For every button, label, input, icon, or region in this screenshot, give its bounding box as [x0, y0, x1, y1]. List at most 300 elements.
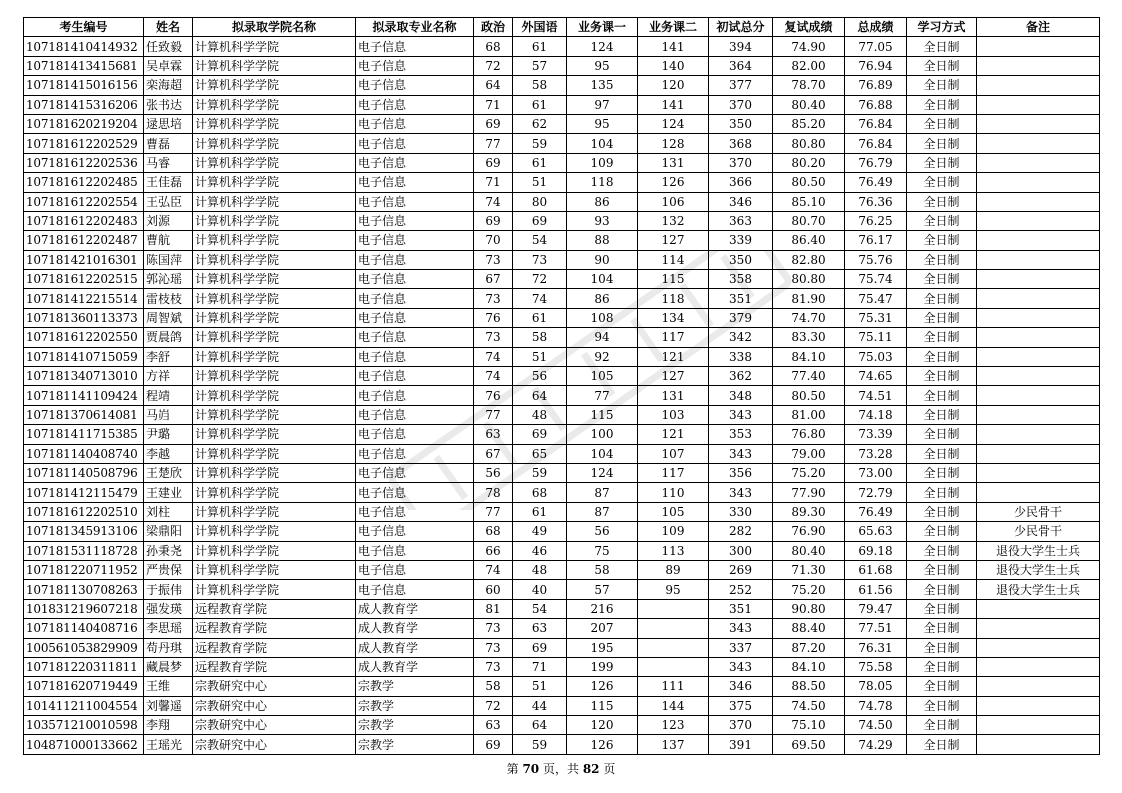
cell-remarks: [977, 716, 1100, 735]
cell-remarks: [977, 211, 1100, 230]
cell-retest-score: 80.70: [773, 211, 845, 230]
cell-retest-score: 69.50: [773, 735, 845, 754]
cell-foreign-language: 57: [513, 56, 567, 75]
cell-course-two: 120: [638, 76, 709, 95]
cell-retest-score: 88.50: [773, 677, 845, 696]
table-row: [24, 522, 1100, 541]
cell-course-two: 131: [638, 153, 709, 172]
cell-retest-score: 81.00: [773, 405, 845, 424]
table-row: [24, 308, 1100, 327]
cell-course-one: 135: [567, 76, 638, 95]
cell-initial-total: 343: [709, 483, 773, 502]
cell-retest-score: 85.10: [773, 192, 845, 211]
cell-politics: 73: [474, 289, 513, 308]
cell-remarks: [977, 37, 1100, 56]
cell-initial-total: 348: [709, 386, 773, 405]
cell-course-one: 195: [567, 638, 638, 657]
table-row: [24, 250, 1100, 269]
cell-remarks: [977, 56, 1100, 75]
cell-initial-total: 343: [709, 444, 773, 463]
cell-initial-total: 364: [709, 56, 773, 75]
cell-course-one: 115: [567, 696, 638, 715]
cell-foreign-language: 40: [513, 580, 567, 599]
cell-course-one: 115: [567, 405, 638, 424]
cell-college: 计算机科学学院: [193, 386, 356, 405]
cell-major: 电子信息: [356, 289, 474, 308]
cell-initial-total: 330: [709, 502, 773, 521]
cell-course-two: 137: [638, 735, 709, 754]
cell-retest-score: 90.80: [773, 599, 845, 618]
cell-retest-score: 78.70: [773, 76, 845, 95]
cell-retest-score: 75.20: [773, 463, 845, 482]
cell-course-one: 108: [567, 308, 638, 327]
cell-foreign-language: 48: [513, 405, 567, 424]
table-row: [24, 541, 1100, 560]
cell-college: 远程教育学院: [193, 638, 356, 657]
cell-retest-score: 83.30: [773, 328, 845, 347]
cell-study-mode: 全日制: [907, 308, 977, 327]
cell-foreign-language: 64: [513, 716, 567, 735]
cell-study-mode: 全日制: [907, 677, 977, 696]
table-row: [24, 231, 1100, 250]
cell-study-mode: 全日制: [907, 192, 977, 211]
table-row: [24, 735, 1100, 754]
cell-remarks: [977, 638, 1100, 657]
cell-remarks: [977, 76, 1100, 95]
cell-total-score: 76.88: [845, 95, 907, 114]
cell-course-two: 95: [638, 580, 709, 599]
col-header-foreign-language: 外国语: [513, 18, 567, 37]
cell-course-one: 92: [567, 347, 638, 366]
cell-exam-id: 107181140408740: [24, 444, 144, 463]
cell-retest-score: 87.20: [773, 638, 845, 657]
cell-exam-id: 107181421016301: [24, 250, 144, 269]
cell-name: 严贵保: [144, 560, 193, 579]
cell-retest-score: 89.30: [773, 502, 845, 521]
cell-course-one: 87: [567, 483, 638, 502]
cell-college: 计算机科学学院: [193, 425, 356, 444]
cell-course-two: 118: [638, 289, 709, 308]
cell-major: 电子信息: [356, 560, 474, 579]
cell-exam-id: 107181612202529: [24, 134, 144, 153]
cell-course-one: 90: [567, 250, 638, 269]
cell-foreign-language: 58: [513, 328, 567, 347]
table-row: [24, 192, 1100, 211]
cell-major: 电子信息: [356, 347, 474, 366]
cell-retest-score: 80.80: [773, 134, 845, 153]
cell-remarks: [977, 231, 1100, 250]
cell-initial-total: 350: [709, 250, 773, 269]
cell-remarks: [977, 386, 1100, 405]
cell-name: 刘馨遥: [144, 696, 193, 715]
cell-name: 栾海超: [144, 76, 193, 95]
cell-politics: 74: [474, 367, 513, 386]
cell-course-one: 86: [567, 192, 638, 211]
cell-course-two: 117: [638, 463, 709, 482]
cell-study-mode: 全日制: [907, 405, 977, 424]
table-row: [24, 367, 1100, 386]
cell-initial-total: 339: [709, 231, 773, 250]
cell-remarks: [977, 114, 1100, 133]
cell-exam-id: 107181411715385: [24, 425, 144, 444]
cell-course-two: 106: [638, 192, 709, 211]
cell-exam-id: 107181220711952: [24, 560, 144, 579]
cell-politics: 78: [474, 483, 513, 502]
cell-course-two: 144: [638, 696, 709, 715]
cell-exam-id: 107181413415681: [24, 56, 144, 75]
cell-name: 程靖: [144, 386, 193, 405]
cell-exam-id: 107181360113373: [24, 308, 144, 327]
cell-study-mode: 全日制: [907, 560, 977, 579]
cell-study-mode: 全日制: [907, 580, 977, 599]
cell-name: 郭沁瑶: [144, 270, 193, 289]
cell-initial-total: 337: [709, 638, 773, 657]
cell-retest-score: 80.40: [773, 95, 845, 114]
footer-total-pages: 82: [582, 762, 600, 776]
cell-course-two: 121: [638, 425, 709, 444]
cell-college: 计算机科学学院: [193, 483, 356, 502]
cell-total-score: 73.28: [845, 444, 907, 463]
cell-initial-total: 343: [709, 405, 773, 424]
cell-study-mode: 全日制: [907, 463, 977, 482]
cell-politics: 73: [474, 250, 513, 269]
cell-retest-score: 75.10: [773, 716, 845, 735]
cell-initial-total: 269: [709, 560, 773, 579]
cell-name: 吴卓霖: [144, 56, 193, 75]
cell-course-one: 126: [567, 735, 638, 754]
cell-major: 电子信息: [356, 386, 474, 405]
cell-study-mode: 全日制: [907, 328, 977, 347]
table-row: [24, 677, 1100, 696]
cell-politics: 70: [474, 231, 513, 250]
table-row: [24, 56, 1100, 75]
cell-course-one: 120: [567, 716, 638, 735]
cell-retest-score: 74.50: [773, 696, 845, 715]
cell-total-score: 61.56: [845, 580, 907, 599]
cell-college: 计算机科学学院: [193, 347, 356, 366]
cell-foreign-language: 80: [513, 192, 567, 211]
table-row: [24, 211, 1100, 230]
cell-initial-total: 370: [709, 153, 773, 172]
cell-course-one: 126: [567, 677, 638, 696]
cell-politics: 68: [474, 37, 513, 56]
cell-foreign-language: 59: [513, 463, 567, 482]
cell-foreign-language: 54: [513, 599, 567, 618]
cell-foreign-language: 61: [513, 153, 567, 172]
cell-study-mode: 全日制: [907, 114, 977, 133]
cell-exam-id: 107181612202550: [24, 328, 144, 347]
cell-total-score: 76.94: [845, 56, 907, 75]
cell-name: 刘源: [144, 211, 193, 230]
cell-college: 宗教研究中心: [193, 716, 356, 735]
cell-study-mode: 全日制: [907, 270, 977, 289]
cell-total-score: 76.84: [845, 114, 907, 133]
cell-major: 电子信息: [356, 134, 474, 153]
cell-major: 电子信息: [356, 502, 474, 521]
cell-study-mode: 全日制: [907, 347, 977, 366]
cell-foreign-language: 74: [513, 289, 567, 308]
table-header-row: [24, 18, 1100, 37]
cell-course-two: 134: [638, 308, 709, 327]
cell-course-two: 124: [638, 114, 709, 133]
cell-exam-id: 107181220311811: [24, 657, 144, 676]
cell-college: 计算机科学学院: [193, 37, 356, 56]
cell-initial-total: 346: [709, 677, 773, 696]
cell-exam-id: 107181612202487: [24, 231, 144, 250]
cell-remarks: [977, 328, 1100, 347]
cell-remarks: [977, 95, 1100, 114]
cell-total-score: 76.36: [845, 192, 907, 211]
cell-name: 李思瑶: [144, 619, 193, 638]
cell-politics: 73: [474, 328, 513, 347]
table-row: [24, 560, 1100, 579]
cell-retest-score: 85.20: [773, 114, 845, 133]
cell-politics: 66: [474, 541, 513, 560]
col-header-retest-score: 复试成绩: [773, 18, 845, 37]
cell-name: 马睿: [144, 153, 193, 172]
cell-foreign-language: 73: [513, 250, 567, 269]
cell-foreign-language: 62: [513, 114, 567, 133]
cell-study-mode: 全日制: [907, 134, 977, 153]
cell-exam-id: 107181612202485: [24, 173, 144, 192]
cell-foreign-language: 69: [513, 425, 567, 444]
footer-prefix: 第: [506, 762, 519, 776]
cell-study-mode: 全日制: [907, 716, 977, 735]
cell-college: 计算机科学学院: [193, 76, 356, 95]
cell-remarks: 退役大学生士兵: [977, 560, 1100, 579]
cell-college: 远程教育学院: [193, 619, 356, 638]
cell-total-score: 76.31: [845, 638, 907, 657]
footer-suffix: 页: [603, 762, 616, 776]
cell-major: 宗教学: [356, 735, 474, 754]
cell-retest-score: 76.90: [773, 522, 845, 541]
cell-foreign-language: 61: [513, 95, 567, 114]
cell-name: 逯思培: [144, 114, 193, 133]
cell-study-mode: 全日制: [907, 95, 977, 114]
cell-remarks: [977, 657, 1100, 676]
table-row: [24, 580, 1100, 599]
cell-total-score: 76.25: [845, 211, 907, 230]
cell-remarks: 少民骨干: [977, 502, 1100, 521]
cell-retest-score: 84.10: [773, 347, 845, 366]
cell-initial-total: 351: [709, 599, 773, 618]
cell-college: 远程教育学院: [193, 657, 356, 676]
cell-total-score: 74.65: [845, 367, 907, 386]
cell-major: 电子信息: [356, 114, 474, 133]
cell-politics: 77: [474, 134, 513, 153]
cell-major: 电子信息: [356, 405, 474, 424]
cell-initial-total: 350: [709, 114, 773, 133]
cell-course-one: 86: [567, 289, 638, 308]
cell-exam-id: 101411211004554: [24, 696, 144, 715]
cell-course-two: 117: [638, 328, 709, 347]
cell-major: 电子信息: [356, 231, 474, 250]
cell-college: 计算机科学学院: [193, 502, 356, 521]
cell-politics: 71: [474, 173, 513, 192]
footer-page-number: 70: [522, 762, 540, 776]
cell-remarks: [977, 250, 1100, 269]
cell-college: 计算机科学学院: [193, 289, 356, 308]
cell-remarks: [977, 134, 1100, 153]
table-row: [24, 716, 1100, 735]
cell-exam-id: 107181130708263: [24, 580, 144, 599]
cell-foreign-language: 49: [513, 522, 567, 541]
cell-exam-id: 103571210010598: [24, 716, 144, 735]
cell-course-one: 77: [567, 386, 638, 405]
cell-initial-total: 363: [709, 211, 773, 230]
cell-politics: 67: [474, 444, 513, 463]
cell-course-one: 75: [567, 541, 638, 560]
cell-major: 成人教育学: [356, 619, 474, 638]
cell-name: 曹磊: [144, 134, 193, 153]
cell-foreign-language: 51: [513, 677, 567, 696]
cell-name: 方祥: [144, 367, 193, 386]
cell-course-one: 93: [567, 211, 638, 230]
cell-major: 成人教育学: [356, 657, 474, 676]
cell-name: 陈国萍: [144, 250, 193, 269]
col-header-course-one: 业务课一: [567, 18, 638, 37]
cell-major: 电子信息: [356, 76, 474, 95]
cell-remarks: [977, 270, 1100, 289]
cell-foreign-language: 46: [513, 541, 567, 560]
cell-course-one: 124: [567, 37, 638, 56]
table-row: [24, 289, 1100, 308]
cell-total-score: 74.51: [845, 386, 907, 405]
cell-politics: 69: [474, 114, 513, 133]
cell-initial-total: 379: [709, 308, 773, 327]
cell-course-one: 124: [567, 463, 638, 482]
cell-course-one: 100: [567, 425, 638, 444]
cell-course-one: 104: [567, 444, 638, 463]
cell-politics: 76: [474, 386, 513, 405]
cell-name: 尹璐: [144, 425, 193, 444]
cell-course-one: 95: [567, 56, 638, 75]
cell-remarks: [977, 425, 1100, 444]
cell-college: 计算机科学学院: [193, 173, 356, 192]
cell-major: 电子信息: [356, 541, 474, 560]
footer-middle: 页，共: [542, 762, 579, 776]
cell-retest-score: 80.50: [773, 386, 845, 405]
cell-name: 王弘臣: [144, 192, 193, 211]
cell-remarks: [977, 483, 1100, 502]
table-row: [24, 386, 1100, 405]
cell-exam-id: 107181620219204: [24, 114, 144, 133]
cell-retest-score: 74.70: [773, 308, 845, 327]
cell-foreign-language: 72: [513, 270, 567, 289]
cell-exam-id: 107181370614081: [24, 405, 144, 424]
cell-college: 远程教育学院: [193, 599, 356, 618]
table-row: [24, 134, 1100, 153]
cell-total-score: 78.05: [845, 677, 907, 696]
cell-name: 李舒: [144, 347, 193, 366]
cell-politics: 64: [474, 76, 513, 95]
cell-college: 计算机科学学院: [193, 270, 356, 289]
cell-college: 计算机科学学院: [193, 580, 356, 599]
cell-initial-total: 356: [709, 463, 773, 482]
cell-major: 电子信息: [356, 270, 474, 289]
cell-college: 计算机科学学院: [193, 211, 356, 230]
cell-course-two: 126: [638, 173, 709, 192]
cell-foreign-language: 61: [513, 37, 567, 56]
cell-course-one: 58: [567, 560, 638, 579]
cell-initial-total: 342: [709, 328, 773, 347]
cell-initial-total: 353: [709, 425, 773, 444]
cell-name: 任致毅: [144, 37, 193, 56]
cell-course-two: 113: [638, 541, 709, 560]
col-header-politics: 政治: [474, 18, 513, 37]
cell-course-two: 141: [638, 95, 709, 114]
table-row: [24, 657, 1100, 676]
table-row: [24, 405, 1100, 424]
table-row: [24, 502, 1100, 521]
cell-study-mode: 全日制: [907, 173, 977, 192]
cell-politics: 60: [474, 580, 513, 599]
cell-remarks: [977, 153, 1100, 172]
cell-exam-id: 107181612202554: [24, 192, 144, 211]
cell-major: 电子信息: [356, 522, 474, 541]
col-header-total-score: 总成绩: [845, 18, 907, 37]
cell-course-one: 118: [567, 173, 638, 192]
page-footer: [0, 760, 1122, 777]
cell-remarks: [977, 619, 1100, 638]
cell-initial-total: 366: [709, 173, 773, 192]
col-header-college: 拟录取学院名称: [193, 18, 356, 37]
cell-exam-id: 107181410715059: [24, 347, 144, 366]
cell-exam-id: 107181410414932: [24, 37, 144, 56]
cell-politics: 76: [474, 308, 513, 327]
cell-exam-id: 100561053829909: [24, 638, 144, 657]
cell-exam-id: 107181531118728: [24, 541, 144, 560]
cell-foreign-language: 64: [513, 386, 567, 405]
cell-study-mode: 全日制: [907, 502, 977, 521]
cell-course-one: 56: [567, 522, 638, 541]
cell-name: 李翔: [144, 716, 193, 735]
cell-name: 雷枝枝: [144, 289, 193, 308]
cell-study-mode: 全日制: [907, 231, 977, 250]
cell-total-score: 74.29: [845, 735, 907, 754]
cell-retest-score: 82.00: [773, 56, 845, 75]
cell-initial-total: 338: [709, 347, 773, 366]
cell-politics: 74: [474, 347, 513, 366]
cell-study-mode: 全日制: [907, 211, 977, 230]
cell-remarks: [977, 696, 1100, 715]
cell-total-score: 79.47: [845, 599, 907, 618]
cell-exam-id: 107181412215514: [24, 289, 144, 308]
table-row: [24, 328, 1100, 347]
cell-college: 计算机科学学院: [193, 56, 356, 75]
cell-course-two: 109: [638, 522, 709, 541]
cell-study-mode: 全日制: [907, 76, 977, 95]
cell-total-score: 61.68: [845, 560, 907, 579]
cell-foreign-language: 48: [513, 560, 567, 579]
cell-retest-score: 77.90: [773, 483, 845, 502]
cell-foreign-language: 69: [513, 638, 567, 657]
cell-exam-id: 107181412115479: [24, 483, 144, 502]
cell-study-mode: 全日制: [907, 250, 977, 269]
cell-name: 王维: [144, 677, 193, 696]
cell-name: 刘柱: [144, 502, 193, 521]
cell-major: 电子信息: [356, 425, 474, 444]
cell-study-mode: 全日制: [907, 153, 977, 172]
cell-total-score: 76.49: [845, 502, 907, 521]
cell-course-two: 140: [638, 56, 709, 75]
cell-study-mode: 全日制: [907, 541, 977, 560]
cell-initial-total: 368: [709, 134, 773, 153]
cell-retest-score: 80.50: [773, 173, 845, 192]
cell-college: 宗教研究中心: [193, 696, 356, 715]
cell-name: 梁鼎阳: [144, 522, 193, 541]
cell-exam-id: 101831219607218: [24, 599, 144, 618]
